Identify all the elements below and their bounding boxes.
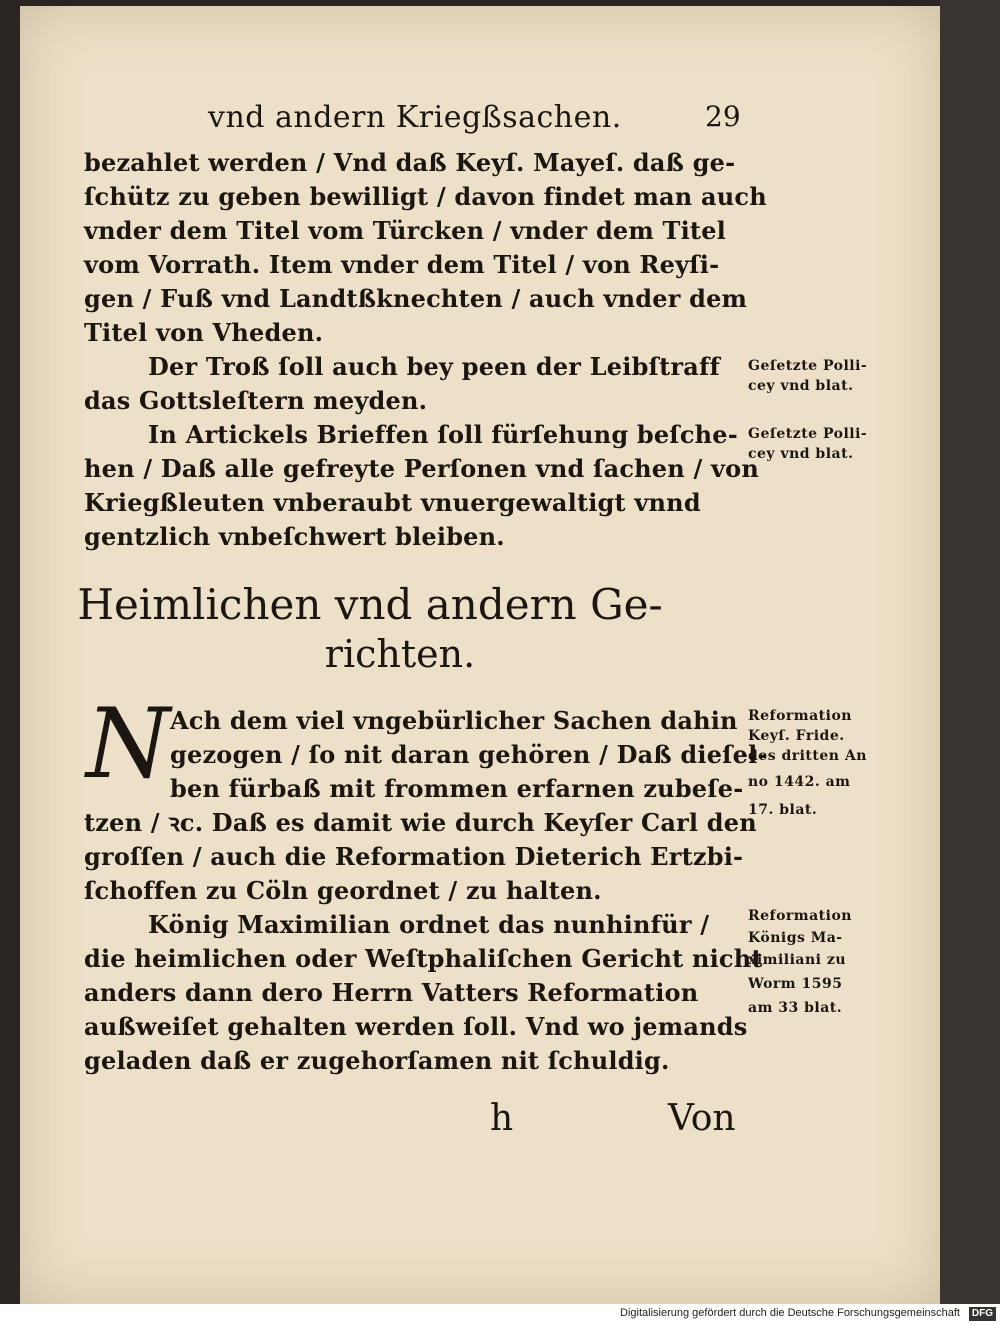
body-line: hen / Daß alle gefreyte Perſonen vnd ſachen / von <box>84 454 759 483</box>
footer-bar <box>0 1304 1000 1324</box>
section-heading: Heimlichen vnd andern Ge- <box>77 580 663 629</box>
body-line: gezogen / ſo nit daran gehören / Daß dieſel- <box>170 740 768 769</box>
page-edge-shadow <box>940 0 1000 1304</box>
body-line: König Maximilian ordnet das nunhinfür / <box>148 910 710 939</box>
body-line: geladen daß er zugehorſamen nit ſchuldig. <box>84 1046 670 1075</box>
body-line: das Gottsleſtern meyden. <box>84 386 428 415</box>
margin-note: Geſetzte Polli- <box>748 358 868 374</box>
body-line: ſchoffen zu Cöln geordnet / zu halten. <box>84 876 602 905</box>
body-line: gen / Fuß vnd Landtßknechten / auch vnder dem <box>84 284 748 313</box>
body-line: vnder dem Titel vom Türcken / vnder dem Titel <box>84 216 726 245</box>
margin-note: Worm 1595 <box>748 976 843 992</box>
margin-note: Keyſ. Fride. <box>748 728 845 744</box>
margin-note: ximiliani zu <box>748 952 847 968</box>
margin-note: Königs Ma- <box>748 930 843 946</box>
running-head: vnd andern Kriegßsachen. <box>208 100 622 135</box>
body-line: bezahlet werden / Vnd daß Keyſ. Mayeſ. daß ge- <box>84 148 736 177</box>
body-line: In Artickels Brieffen ſoll fürſehung beſche- <box>148 420 738 449</box>
body-line: vom Vorrath. Item vnder dem Titel / von Reyſi- <box>84 250 720 279</box>
section-heading-continuation: richten. <box>324 632 476 676</box>
body-line: Kriegßleuten vnberaubt vnuergewaltigt vnnd <box>84 488 701 517</box>
margin-note: Reformation <box>748 908 852 924</box>
margin-note: am 33 blat. <box>748 1000 843 1016</box>
catchword: Von <box>668 1098 736 1139</box>
body-line: ben fürbaß mit frommen erfarnen zubeſe- <box>170 774 744 803</box>
margin-note: cey vnd blat. <box>748 378 854 394</box>
body-line: Der Troß ſoll auch bey peen der Leibſtraff <box>148 352 721 381</box>
body-line: außweiſet gehalten werden ſoll. Vnd wo jemands <box>84 1012 748 1041</box>
body-line: die heimlichen oder Weſtphaliſchen Gericht nicht <box>84 944 763 973</box>
margin-note: Reformation <box>748 708 852 724</box>
margin-note: des dritten An <box>748 748 867 764</box>
body-line: ſchütz zu geben bewilligt / davon findet man auch <box>84 182 767 211</box>
signature-mark: h <box>490 1098 514 1139</box>
body-line: groſſen / auch die Reformation Dieterich Ertzbi- <box>84 842 744 871</box>
body-line: tzen / ꝛc. Daß es damit wie durch Keyſer Carl den <box>84 808 757 837</box>
body-line: Ach dem viel vngebürlicher Sachen dahin <box>170 706 738 735</box>
dfg-logo: DFG <box>969 1307 996 1321</box>
margin-note: Geſetzte Polli- <box>748 426 868 442</box>
body-line: Titel von Vheden. <box>84 318 324 347</box>
margin-note: 17. blat. <box>748 802 818 818</box>
page-number: 29 <box>705 100 741 133</box>
body-line: gentzlich vnbeſchwert bleiben. <box>84 522 505 551</box>
drop-cap: N <box>86 688 170 800</box>
margin-note: cey vnd blat. <box>748 446 854 462</box>
margin-note: no 1442. am <box>748 774 851 790</box>
digitization-credit: Digitalisierung gefördert durch die Deutsche Forschungsgemeinschaft <box>620 1307 960 1319</box>
body-line: anders dann dero Herrn Vatters Reformation <box>84 978 699 1007</box>
